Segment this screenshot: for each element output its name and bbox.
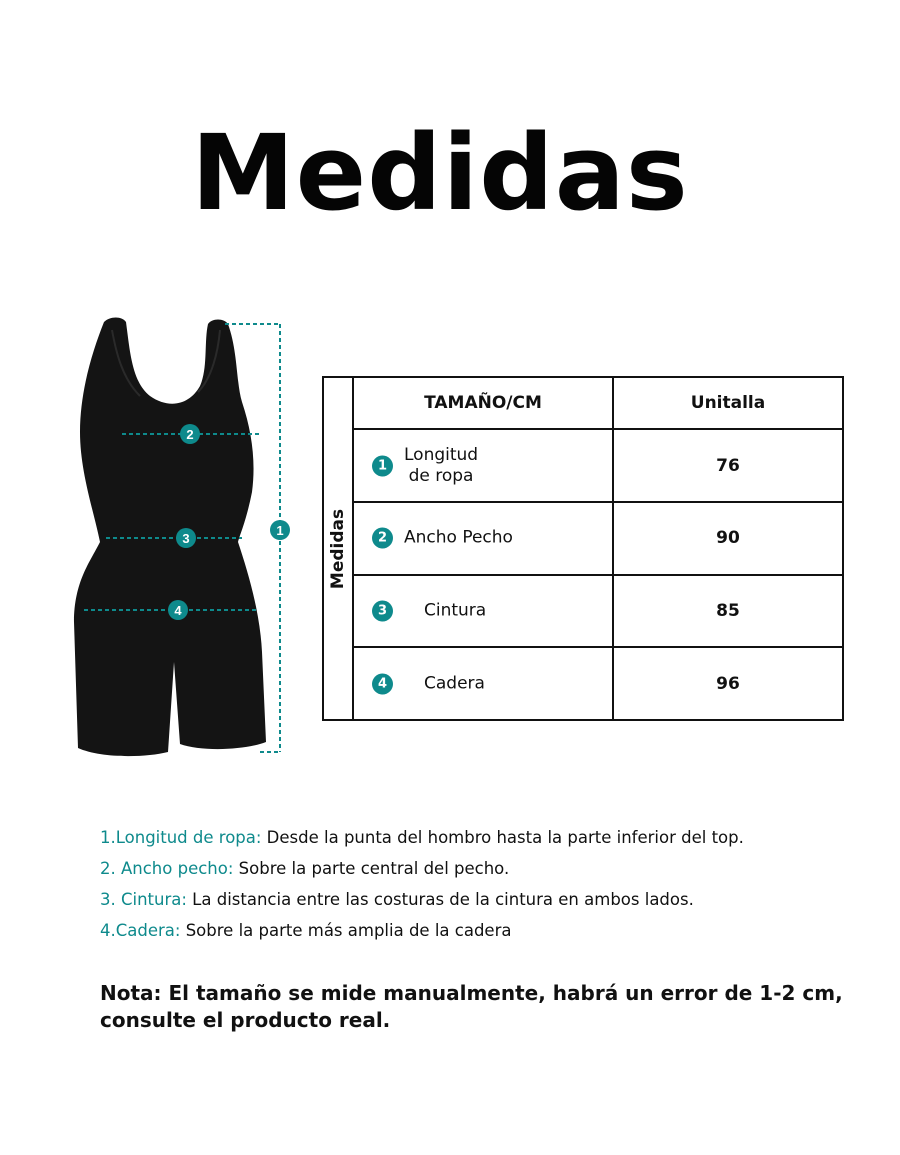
- measure-label: Ancho Pecho: [404, 527, 513, 548]
- note-item: 1.Longitud de ropa: Desde la punta del hombro hasta la parte inferior del top.: [100, 828, 744, 847]
- header-column: Unitalla: [613, 377, 843, 429]
- marker-3-icon: [176, 528, 196, 548]
- number-2-icon: 2: [372, 528, 393, 549]
- measure-value: 85: [613, 575, 843, 648]
- side-label: Medidas: [328, 508, 348, 589]
- size-table-header: [323, 377, 843, 429]
- marker-4-icon: [168, 600, 188, 620]
- svg-text:4: 4: [174, 603, 182, 618]
- table-row: [323, 575, 843, 648]
- number-3-icon: 3: [372, 601, 393, 622]
- marker-2-icon: [180, 424, 200, 444]
- measure-label: Longitud de ropa: [404, 444, 479, 486]
- bodysuit-figure: [70, 312, 300, 782]
- measure-label: Cintura: [424, 600, 487, 621]
- svg-text:2: 2: [186, 427, 194, 442]
- measure-label: Cadera: [424, 673, 485, 694]
- svg-text:1: 1: [276, 523, 284, 538]
- measure-value: 96: [613, 647, 843, 720]
- disclaimer-note: Nota: El tamaño se mide manualmente, habrá un error de 1-2 cm, consulte el producto real.: [100, 981, 843, 1032]
- note-item: 4.Cadera: Sobre la parte más amplia de la cadera: [100, 921, 512, 940]
- measure-value: 90: [613, 502, 843, 575]
- note-item: 2. Ancho pecho: Sobre la parte central del pecho.: [100, 859, 510, 878]
- measurement-notes: [100, 822, 744, 946]
- header-size: TAMAÑO/CM: [353, 377, 613, 429]
- side-label-cell: [323, 377, 353, 720]
- table-row: [323, 647, 843, 720]
- note-item: 3. Cintura: La distancia entre las costuras de la cintura en ambos lados.: [100, 890, 694, 909]
- table-row: [323, 502, 843, 575]
- measure-value: 76: [613, 429, 843, 502]
- svg-text:3: 3: [182, 531, 190, 546]
- size-table: [322, 376, 844, 721]
- number-4-icon: 4: [372, 673, 393, 694]
- number-1-icon: 1: [372, 455, 393, 476]
- page-title: Medidas: [191, 112, 689, 234]
- bodysuit-illustration: [74, 318, 266, 757]
- table-row: [323, 429, 843, 502]
- marker-1-icon: [270, 520, 290, 540]
